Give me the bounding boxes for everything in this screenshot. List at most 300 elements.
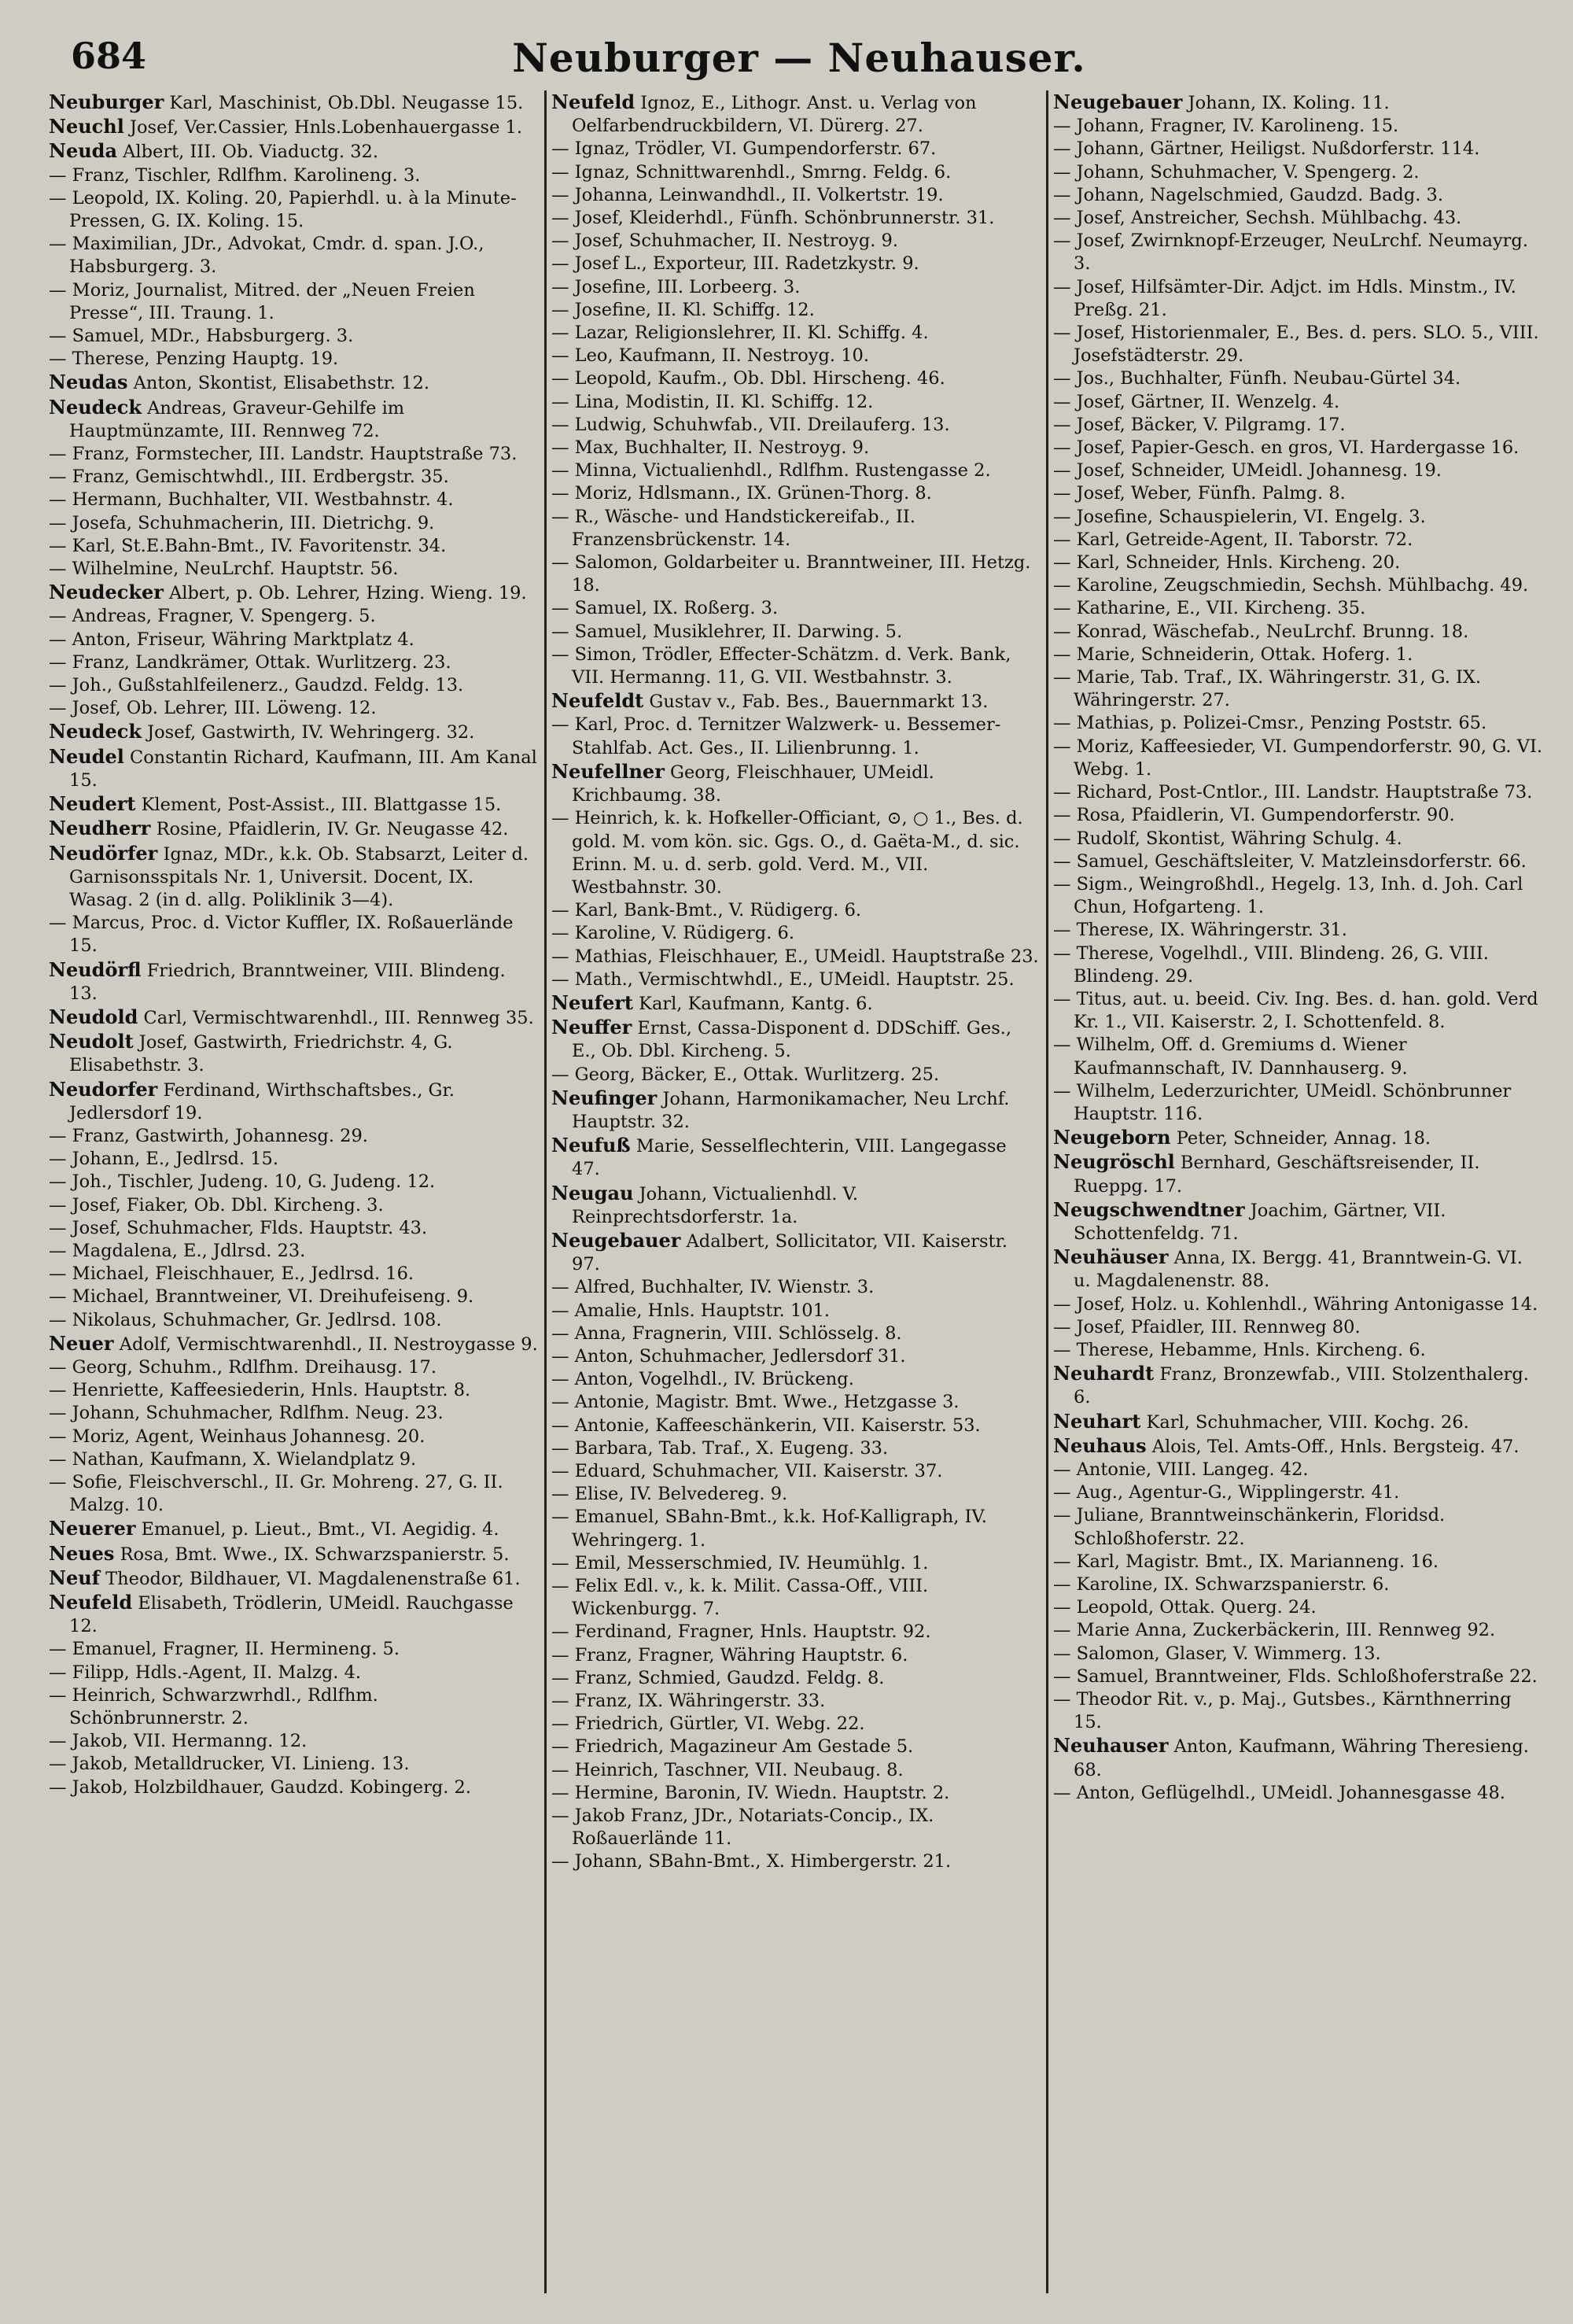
- directory-entry: [49, 187, 538, 233]
- entry-text: Franz, Bronzewfab., VIII. Stolzenthalerg. 6.: [1074, 1364, 1529, 1408]
- entry-text: — Titus, aut. u. beeid. Civ. Ing. Bes. d. han. gold. Verd Kr. 1., VII. Kaiserstr. 2, I. Schottenfeld. 8.: [1053, 988, 1538, 1033]
- entry-text: Ignoz, E., Lithogr. Anst. u. Verlag von Oelfarbendruckbildern, VI. Dürerg. 27.: [572, 93, 977, 137]
- directory-entry: [49, 1542, 538, 1566]
- entry-text: Josef, Gastwirth, Friedrichstr. 4, G. Elisabethstr. 3.: [69, 1032, 453, 1076]
- entry-surname: Neudel: [49, 744, 124, 768]
- directory-entry: [551, 138, 1040, 160]
- entry-text: — Aug., Agentur-G., Wipplingerstr. 41.: [1053, 1482, 1400, 1503]
- entry-text: — Josef, Pfaidler, III. Rennweg 80.: [1053, 1316, 1361, 1337]
- entry-surname: Neuda: [49, 139, 117, 163]
- entry-text: — Theodor Rit. v., p. Maj., Gutsbes., Kärnthnerring 15.: [1053, 1689, 1512, 1733]
- directory-entry: [551, 1064, 1040, 1086]
- entry-text: Anna, IX. Bergg. 41, Branntwein-G. VI. u. Magdalenenstr. 88.: [1074, 1248, 1523, 1292]
- entry-text: — Barbara, Tab. Traf., X. Eugeng. 33.: [551, 1437, 889, 1459]
- entry-text: — Joh., Gußstahlfeilenerz., Gaudzd. Feldg. 13.: [49, 675, 464, 696]
- directory-entry: [49, 1148, 538, 1171]
- entry-text: Klement, Post-Assist., III. Blattgasse 15.: [135, 795, 502, 816]
- directory-entry: [49, 1194, 538, 1217]
- entry-surname: Neuhardt: [1053, 1362, 1155, 1385]
- directory-entry: [1053, 1688, 1543, 1734]
- entry-text: — Franz, Formstecher, III. Landstr. Hauptstraße 73.: [49, 444, 518, 465]
- entry-text: Georg, Fleischhauer, UMeidl. Krichbaumg. 38.: [572, 762, 934, 806]
- directory-entry: [49, 1591, 538, 1638]
- entry-text: Karl, Maschinist, Ob.Dbl. Neugasse 15.: [164, 93, 524, 113]
- directory-entry: [1053, 482, 1543, 505]
- entry-text: — Josef, Papier-Gesch. en gros, VI. Hardergasse 16.: [1053, 437, 1520, 459]
- entry-text: — Wilhelmine, NeuLrchf. Hauptstr. 56.: [49, 559, 399, 580]
- column-1: [49, 90, 538, 2293]
- entry-text: — Filipp, Hdls.-Agent, II. Malzg. 4.: [49, 1662, 362, 1683]
- entry-text: Josef, Ver.Cassier, Hnls.Lobenhauergasse 1.: [123, 117, 523, 138]
- directory-entry: [49, 720, 538, 744]
- entry-text: — Jakob Franz, JDr., Notariats-Concip., IX. Roßauerlände 11.: [551, 1806, 934, 1850]
- entry-text: — Samuel, IX. Roßerg. 3.: [551, 598, 779, 619]
- entry-text: — Lina, Modistin, II. Kl. Schiffg. 12.: [551, 391, 874, 412]
- entry-text: — Jakob, Holzbildhauer, Gaudzd. Kobingerg. 2.: [49, 1776, 472, 1798]
- entry-surname: Neudecker: [49, 581, 164, 604]
- entry-text: — Samuel, MDr., Habsburgerg. 3.: [49, 326, 354, 347]
- directory-entry: [551, 1086, 1040, 1134]
- entry-text: — Samuel, Branntweiner, Flds. Schloßhoferstraße 22.: [1053, 1666, 1538, 1687]
- entry-surname: Neuhäuser: [1053, 1245, 1169, 1269]
- entry-text: — Maximilian, JDr., Advokat, Cmdr. d. span. J.O., Habsburgerg. 3.: [49, 234, 484, 278]
- entry-text: — Wilhelm, Lederzurichter, UMeidl. Schönbrunner Hauptstr. 116.: [1053, 1080, 1512, 1124]
- directory-entry: [49, 396, 538, 443]
- entry-text: — Emil, Messerschmied, IV. Heumühlg. 1.: [551, 1552, 929, 1573]
- entry-surname: Neudherr: [49, 817, 151, 840]
- directory-entry: [1053, 459, 1543, 482]
- entry-text: — Franz, Gemischtwhdl., III. Erdbergstr. 35.: [49, 467, 449, 488]
- entry-text: — Jos., Buchhalter, Fünfh. Neubau-Gürtel 34.: [1053, 368, 1461, 389]
- entry-text: Albert, p. Ob. Lehrer, Hzing. Wieng. 19.: [163, 583, 527, 604]
- directory-entry: [49, 817, 538, 841]
- directory-entry: [49, 233, 538, 279]
- directory-entry: [551, 1460, 1040, 1483]
- entry-surname: Neugau: [551, 1181, 634, 1204]
- entry-text: — Anton, Schuhmacher, Jedlersdorf 31.: [551, 1345, 906, 1367]
- entry-text: Rosa, Bmt. Wwe., IX. Schwarzspanierstr. 5.: [114, 1544, 510, 1565]
- directory-entry: [1053, 1293, 1543, 1316]
- entry-text: — Johann, E., Jedlrsd. 15.: [49, 1149, 279, 1170]
- directory-entry: [1053, 804, 1543, 827]
- entry-text: — Franz, Gastwirth, Johannesg. 29.: [49, 1125, 368, 1146]
- directory-entry: [1053, 1573, 1543, 1596]
- directory-entry: [1053, 644, 1543, 666]
- entry-text: — Moriz, Agent, Weinhaus Johannesg. 20.: [49, 1426, 425, 1447]
- directory-entry: [49, 1356, 538, 1379]
- entry-surname: Neufinger: [551, 1086, 658, 1109]
- directory-entry: [1053, 597, 1543, 620]
- directory-entry: [1053, 873, 1543, 919]
- entry-text: Bernhard, Geschäftsreisender, II. Rueppg. 17.: [1074, 1153, 1480, 1197]
- directory-entry: [49, 651, 538, 674]
- directory-entry: [1053, 1666, 1543, 1688]
- directory-entry: [1053, 1643, 1543, 1666]
- entry-text: — Friedrich, Gürtler, VI. Webg. 22.: [551, 1713, 865, 1735]
- directory-entry: [551, 946, 1040, 968]
- directory-entry: [551, 1391, 1040, 1414]
- entry-text: — Juliane, Branntweinschänkerin, Floridsd. Schloßhoferstr. 22.: [1053, 1505, 1446, 1549]
- entry-text: — Josefine, Schauspielerin, VI. Engelg. 3.: [1053, 506, 1426, 527]
- entry-text: — Amalie, Hnls. Hauptstr. 101.: [551, 1300, 831, 1321]
- entry-text: — Josef, Fiaker, Ob. Dbl. Kircheng. 3.: [49, 1194, 384, 1215]
- directory-entry: [49, 1662, 538, 1684]
- directory-entry: [1053, 161, 1543, 184]
- entry-surname: Neugebauer: [551, 1228, 681, 1252]
- entry-text: — Eduard, Schuhmacher, VII. Kaiserstr. 37.: [551, 1460, 943, 1481]
- entry-text: — Henriette, Kaffeesiederin, Hnls. Hauptstr. 8.: [49, 1380, 471, 1401]
- entry-text: Rosine, Pfaidlerin, IV. Gr. Neugasse 42.: [150, 819, 509, 840]
- entry-surname: Neufellner: [551, 759, 665, 783]
- directory-entry: [1053, 1619, 1543, 1642]
- entry-text: — Salomon, Glaser, V. Wimmerg. 13.: [1053, 1643, 1381, 1664]
- directory-entry: [49, 164, 538, 187]
- entry-text: — Josef, Zwirnknopf-Erzeuger, NeuLrchf. Neumayrg. 3.: [1053, 231, 1528, 275]
- directory-entry: [49, 1263, 538, 1286]
- directory-entry: [49, 1171, 538, 1193]
- entry-text: — Ignaz, Schnittwarenhdl., Smrng. Feldg. 6.: [551, 161, 952, 183]
- directory-entry: [551, 437, 1040, 459]
- directory-entry: [551, 689, 1040, 714]
- directory-entry: [49, 1753, 538, 1776]
- entry-text: — Heinrich, Taschner, VII. Neubaug. 8.: [551, 1759, 904, 1780]
- directory-entry: [551, 1182, 1040, 1229]
- entry-surname: Neudörfer: [49, 841, 158, 865]
- entry-surname: Neudert: [49, 792, 136, 816]
- directory-entry: [49, 489, 538, 511]
- entry-text: — Johann, Schuhmacher, Rdlfhm. Neug. 23.: [49, 1403, 444, 1424]
- directory-entry: [1053, 621, 1543, 644]
- directory-entry: [1053, 1034, 1543, 1079]
- entry-surname: Neugeborn: [1053, 1126, 1171, 1149]
- directory-entry: [49, 1730, 538, 1753]
- entry-text: — Lazar, Religionslehrer, II. Kl. Schiffg. 4.: [551, 323, 929, 344]
- entry-text: Gustav v., Fab. Bes., Bauernmarkt 13.: [643, 692, 989, 713]
- entry-text: — Ferdinand, Fragner, Hnls. Hauptstr. 92.: [551, 1621, 931, 1643]
- entry-surname: Neudeck: [49, 720, 142, 743]
- entry-text: — Karl, Proc. d. Ternitzer Walzwerk- u. Bessemer-Stahlfab. Act. Ges., II. Lilienbrunng. 1.: [551, 714, 1001, 758]
- directory-entry: [49, 1286, 538, 1308]
- entry-text: — Karl, St.E.Bahn-Bmt., IV. Favoritenstr. 34.: [49, 535, 447, 556]
- directory-entry: [551, 551, 1040, 597]
- entry-text: — Karoline, V. Rüdigerg. 6.: [551, 923, 794, 944]
- directory-entry: [49, 842, 538, 913]
- directory-entry: [551, 1437, 1040, 1460]
- entry-text: — Samuel, Geschäftsleiter, V. Matzleinsdorferstr. 66.: [1053, 850, 1527, 872]
- entry-text: — Josef, Hilfsämter-Dir. Adjct. im Hdls. Minstm., IV. Preßg. 21.: [1053, 276, 1516, 320]
- entry-text: — Therese, Hebamme, Hnls. Kircheng. 6.: [1053, 1339, 1426, 1360]
- entry-surname: Neufeldt: [551, 689, 644, 713]
- entry-text: — Konrad, Wäschefab., NeuLrchf. Brunng. 18.: [1053, 621, 1469, 642]
- entry-text: — Antonie, Kaffeeschänkerin, VII. Kaiserstr. 53.: [551, 1415, 981, 1436]
- entry-surname: Neufeld: [551, 90, 635, 113]
- entry-text: Alois, Tel. Amts-Off., Hnls. Bergsteig. 47.: [1146, 1436, 1520, 1457]
- entry-text: Johann, IX. Koling. 11.: [1182, 93, 1390, 113]
- entry-surname: Neugröschl: [1053, 1150, 1175, 1174]
- directory-entry: [49, 1332, 538, 1356]
- entry-surname: Neuchl: [49, 115, 124, 138]
- entry-text: — Leo, Kaufmann, II. Nestroyg. 10.: [551, 345, 870, 367]
- entry-text: — Josef, Kleiderhdl., Fünfh. Schönbrunnerstr. 31.: [551, 208, 995, 229]
- entry-text: — Therese, IX. Währingerstr. 31.: [1053, 920, 1347, 941]
- entry-text: — Joh., Tischler, Judeng. 10, G. Judeng. 12.: [49, 1171, 436, 1193]
- entry-surname: Neuf: [49, 1566, 100, 1589]
- entry-text: — Marie, Schneiderin, Ottak. Hoferg. 1.: [1053, 644, 1413, 665]
- directory-entry: [551, 322, 1040, 345]
- entry-text: Johann, Harmonikamacher, Neu Lrchf. Hauptstr. 32.: [572, 1088, 1010, 1132]
- directory-entry: [551, 276, 1040, 299]
- directory-entry: [551, 1690, 1040, 1713]
- directory-entry: [551, 714, 1040, 759]
- entry-text: — Josef, Anstreicher, Sechsh. Mühlbachg. 43.: [1053, 208, 1462, 229]
- entry-text: — Josef L., Exporteur, III. Radetzkystr. 9.: [551, 253, 919, 275]
- entry-text: — Josefine, III. Lorbeerg. 3.: [551, 276, 801, 297]
- directory-entry: [49, 581, 538, 605]
- directory-entry: [1053, 850, 1543, 873]
- directory-entry: [1053, 1316, 1543, 1339]
- entry-text: — Emanuel, Fragner, II. Hermineng. 5.: [49, 1639, 400, 1660]
- directory-entry: [551, 807, 1040, 899]
- directory-entry: [1053, 1434, 1543, 1459]
- column-3: [1046, 90, 1543, 2293]
- entry-text: — Karoline, IX. Schwarzspanierstr. 6.: [1053, 1574, 1390, 1595]
- entry-text: — Josef, Bäcker, V. Pilgramg. 17.: [1053, 414, 1346, 435]
- entry-text: — Math., Vermischtwhdl., E., UMeidl. Hauptstr. 25.: [551, 968, 1015, 990]
- entry-text: — Josefine, II. Kl. Schiffg. 12.: [551, 299, 815, 320]
- entry-text: Josef, Gastwirth, IV. Wehringerg. 32.: [141, 722, 475, 743]
- directory-entry: [1053, 1245, 1543, 1293]
- directory-entry: [1053, 230, 1543, 275]
- entry-surname: Neuerer: [49, 1517, 136, 1540]
- directory-entry: [1053, 1150, 1543, 1197]
- entry-text: — Minna, Victualienhdl., Rdlfhm. Rustengasse 2.: [551, 460, 991, 481]
- entry-surname: Neues: [49, 1541, 115, 1565]
- entry-text: — Sigm., Weingroßhdl., Hegelg. 13, Inh. d. Joh. Carl Chun, Hofgarteng. 1.: [1053, 873, 1523, 918]
- directory-entry: [551, 482, 1040, 505]
- entry-text: — Michael, Branntweiner, VI. Dreihufeiseng. 9.: [49, 1286, 474, 1308]
- entry-text: — Franz, Tischler, Rdlfhm. Karolineng. 3.: [49, 164, 421, 186]
- directory-entry: [1053, 506, 1543, 529]
- directory-entry: [49, 1448, 538, 1471]
- entry-text: Elisabeth, Trödlerin, UMeidl. Rauchgasse 12.: [69, 1593, 514, 1637]
- directory-entry: [551, 1736, 1040, 1758]
- directory-entry: [49, 1240, 538, 1263]
- entry-text: — Josef, Schuhmacher, II. Nestroyg. 9.: [551, 231, 899, 252]
- entry-text: — Samuel, Musiklehrer, II. Darwing. 5.: [551, 621, 903, 642]
- entry-text: Anton, Kaufmann, Währing Theresieng. 68.: [1074, 1736, 1529, 1780]
- directory-entry: [551, 1782, 1040, 1805]
- entry-text: — Marie, Tab. Traf., IX. Währingerstr. 31, G. IX. Währingerstr. 27.: [1053, 667, 1482, 711]
- entry-text: Andreas, Graveur-Gehilfe im Hauptmünzamte, III. Rennweg 72.: [69, 397, 405, 441]
- directory-entry: [49, 1217, 538, 1240]
- directory-entry: [551, 1575, 1040, 1621]
- directory-entry: [1053, 1782, 1543, 1805]
- entry-surname: Neuhauser: [1053, 1734, 1169, 1758]
- directory-entry: [49, 745, 538, 792]
- directory-entry: [551, 1621, 1040, 1643]
- directory-entry: [1053, 276, 1543, 322]
- directory-entry: [49, 1426, 538, 1448]
- directory-entry: [551, 90, 1040, 138]
- directory-entry: [1053, 1481, 1543, 1504]
- directory-entry: [1053, 1362, 1543, 1409]
- directory-entry: [551, 1552, 1040, 1575]
- entry-text: — Simon, Trödler, Effecter-Schätzm. d. Verk. Bank, VII. Hermanng. 11, G. VII. Westbahnstr. 3.: [551, 644, 1011, 688]
- entry-text: — Richard, Post-Cntlor., III. Landstr. Hauptstraße 73.: [1053, 782, 1533, 803]
- entry-text: — Jakob, Metalldrucker, VI. Linieng. 13.: [49, 1754, 410, 1775]
- directory-entry: [1053, 437, 1543, 459]
- directory-entry: [1053, 184, 1543, 207]
- directory-entry: [49, 115, 538, 139]
- entry-text: Johann, Victualienhdl. V. Reinprechtsdorferstr. 1a.: [572, 1183, 859, 1227]
- directory-entry: [551, 1805, 1040, 1850]
- entry-text: — Johann, Gärtner, Heiligst. Nußdorferstr. 114.: [1053, 138, 1480, 160]
- directory-entry: [49, 90, 538, 115]
- entry-text: Karl, Kaufmann, Kantg. 6.: [632, 993, 873, 1014]
- directory-entry: [49, 792, 538, 817]
- entry-text: — Nikolaus, Schuhmacher, Gr. Jedlrsd. 108.: [49, 1309, 442, 1330]
- entry-text: — Antonie, VIII. Langeg. 42.: [1053, 1459, 1309, 1480]
- directory-entry: [49, 605, 538, 628]
- entry-text: Emanuel, p. Lieut., Bmt., VI. Aegidig. 4.: [135, 1519, 499, 1540]
- directory-entry: [49, 912, 538, 957]
- directory-entry: [1053, 1410, 1543, 1434]
- entry-surname: Neugschwendtner: [1053, 1197, 1245, 1221]
- entry-text: — Georg, Schuhm., Rdlfhm. Dreihausg. 17.: [49, 1356, 437, 1378]
- directory-entry: [1053, 1080, 1543, 1126]
- entry-text: Ernst, Cassa-Disponent d. DDSchiff. Ges., E., Ob. Dbl. Kircheng. 5.: [572, 1018, 1012, 1062]
- directory-entry: [49, 1078, 538, 1125]
- directory-entry: [551, 1134, 1040, 1181]
- entry-text: — Hermine, Baronin, IV. Wiedn. Hauptstr. 2.: [551, 1782, 950, 1803]
- directory-entry: [1053, 1126, 1543, 1150]
- entry-text: — Karl, Magistr. Bmt., IX. Marianneng. 16.: [1053, 1551, 1439, 1572]
- directory-entry: [551, 391, 1040, 414]
- directory-entry: [49, 512, 538, 535]
- directory-entry: [49, 1566, 538, 1591]
- entry-text: — Josefa, Schuhmacherin, III. Dietrichg. 9.: [49, 512, 435, 533]
- entry-text: — Johann, Fragner, IV. Karolineng. 15.: [1053, 116, 1399, 137]
- directory-entry: [551, 899, 1040, 922]
- entry-text: — Moriz, Hdlsmann., IX. Grünen-Thorg. 8.: [551, 483, 932, 504]
- directory-entry: [551, 1415, 1040, 1437]
- directory-entry: [49, 1030, 538, 1077]
- directory-entry: [551, 345, 1040, 367]
- entry-surname: Neudorfer: [49, 1077, 158, 1101]
- entry-text: — Elise, IV. Belvedereg. 9.: [551, 1484, 788, 1505]
- entry-surname: Neufuß: [551, 1134, 631, 1157]
- entry-text: Constantin Richard, Kaufmann, III. Am Kanal 15.: [69, 747, 537, 791]
- entry-text: — Anton, Friseur, Währing Marktplatz 4.: [49, 629, 414, 650]
- directory-entry: [1053, 90, 1543, 115]
- entry-text: — Johann, Nagelschmied, Gaudzd. Badg. 3.: [1053, 184, 1443, 205]
- entry-surname: Neufert: [551, 990, 633, 1014]
- directory-entry: [551, 1345, 1040, 1368]
- directory-entry: [1053, 1551, 1543, 1573]
- directory-entry: [1053, 919, 1543, 942]
- directory-entry: [49, 958, 538, 1005]
- entry-surname: Neufeld: [49, 1591, 133, 1614]
- entry-text: — Marcus, Proc. d. Victor Kuffler, IX. Roßauerlände 15.: [49, 913, 514, 957]
- entry-text: — Josef, Schneider, UMeidl. Johannesg. 19.: [1053, 460, 1442, 481]
- directory-entry: [49, 279, 538, 325]
- entry-text: — Leopold, Kaufm., Ob. Dbl. Hirscheng. 46.: [551, 368, 945, 389]
- entry-text: — Therese, Penzing Hauptg. 19.: [49, 349, 339, 370]
- directory-entry: [49, 371, 538, 395]
- entry-text: — Ignaz, Trödler, VI. Gumpendorferstr. 67.: [551, 138, 937, 160]
- entry-text: — Josef, Holz. u. Kohlenhdl., Währing Antonigasse 14.: [1053, 1293, 1538, 1315]
- directory-entry: [1053, 943, 1543, 988]
- entry-surname: Neuer: [49, 1331, 114, 1355]
- entry-surname: Neuffer: [551, 1016, 632, 1039]
- entry-text: — Ludwig, Schuhwfab., VII. Dreilauferg. 13.: [551, 414, 950, 435]
- entry-text: — Josef, Schuhmacher, Flds. Hauptstr. 43.: [49, 1217, 428, 1238]
- entry-text: Joachim, Gärtner, VII. Schottenfeldg. 71.: [1074, 1200, 1446, 1244]
- entry-text: Ignaz, MDr., k.k. Ob. Stabsarzt, Leiter d. Garnisonsspitals Nr. 1, Universit. Docent, IX. Wasag. 2 (in d. allg. Poliklinik 3—4).: [69, 843, 529, 910]
- entry-text: — Friedrich, Magazineur Am Gestade 5.: [551, 1736, 914, 1758]
- entry-text: Peter, Schneider, Annag. 18.: [1170, 1128, 1431, 1149]
- entry-surname: Neudold: [49, 1005, 138, 1028]
- entry-text: — Magdalena, E., Jdlrsd. 23.: [49, 1240, 306, 1261]
- directory-entry: [49, 139, 538, 164]
- entry-text: — Anton, Geflügelhdl., UMeidl. Johannesgasse 48.: [1053, 1782, 1505, 1803]
- directory-entry: [49, 697, 538, 720]
- entry-text: — Johann, Schuhmacher, V. Spengerg. 2.: [1053, 161, 1420, 183]
- entry-text: — Johanna, Leinwandhdl., II. Volkertstr. 19.: [551, 184, 944, 205]
- directory-entry: [1053, 115, 1543, 138]
- directory-entry: [551, 230, 1040, 253]
- entry-text: — Karl, Bank-Bmt., V. Rüdigerg. 6.: [551, 900, 862, 921]
- directory-entry: [49, 1402, 538, 1425]
- directory-entry: [1053, 1596, 1543, 1619]
- page-header: [49, 31, 1549, 90]
- directory-entry: [49, 1638, 538, 1661]
- page-title: Neuburger — Neuhauser.: [512, 35, 1086, 81]
- directory-entry: [49, 535, 538, 558]
- directory-entry: [1053, 322, 1543, 367]
- directory-entry: [551, 644, 1040, 689]
- entry-text: — Franz, Fragner, Währing Hauptstr. 6.: [551, 1644, 908, 1666]
- entry-text: Friedrich, Branntweiner, VIII. Blindeng. 13.: [69, 960, 506, 1004]
- directory-entry: [1053, 529, 1543, 551]
- entry-text: — Emanuel, SBahn-Bmt., k.k. Hof-Kalligraph, IV. Wehringerg. 1.: [551, 1507, 987, 1551]
- directory-entry: [551, 760, 1040, 807]
- directory-entry: [551, 597, 1040, 620]
- columns: [49, 90, 1549, 2293]
- directory-entry: [551, 1850, 1040, 1873]
- entry-text: Anton, Skontist, Elisabethstr. 12.: [127, 373, 429, 394]
- directory-entry: [551, 414, 1040, 437]
- entry-surname: Neuhaus: [1053, 1433, 1147, 1457]
- entry-text: Carl, Vermischtwarenhdl., III. Rennweg 35.: [138, 1007, 534, 1028]
- entry-text: — Rosa, Pfaidlerin, VI. Gumpendorferstr. 90.: [1053, 805, 1455, 826]
- entry-text: — Salomon, Goldarbeiter u. Branntweiner, III. Hetzg. 18.: [551, 552, 1031, 596]
- directory-entry: [1053, 1504, 1543, 1550]
- entry-text: — Hermann, Buchhalter, VII. Westbahnstr. 4.: [49, 489, 454, 511]
- entry-text: — Franz, IX. Währingerstr. 33.: [551, 1691, 826, 1712]
- directory-entry: [551, 1016, 1040, 1063]
- entry-text: — Heinrich, k. k. Hofkeller-Officiant, ⊙, ○ 1., Bes. d. gold. M. vom kön. sic. Ggs. O., d. Gaëta-M., d. sic. Erinn. M. u. d. serb. gold. Verd. M., VII. Westbahnstr. 30.: [551, 808, 1023, 898]
- entry-text: — Moriz, Kaffeesieder, VI. Gumpendorferstr. 90, G. VI. Webg. 1.: [1053, 736, 1542, 780]
- directory-entry: [49, 1684, 538, 1730]
- directory-entry: [551, 621, 1040, 644]
- directory-entry: [1053, 712, 1543, 735]
- entry-text: Theodor, Bildhauer, VI. Magdalenenstraße 61.: [99, 1568, 521, 1589]
- directory-entry: [49, 348, 538, 371]
- entry-text: — Heinrich, Schwarzwrhdl., Rdlfhm. Schönbrunnerstr. 2.: [49, 1684, 378, 1729]
- directory-entry: [551, 1300, 1040, 1322]
- entry-text: — Karl, Schneider, Hnls. Kircheng. 20.: [1053, 552, 1401, 574]
